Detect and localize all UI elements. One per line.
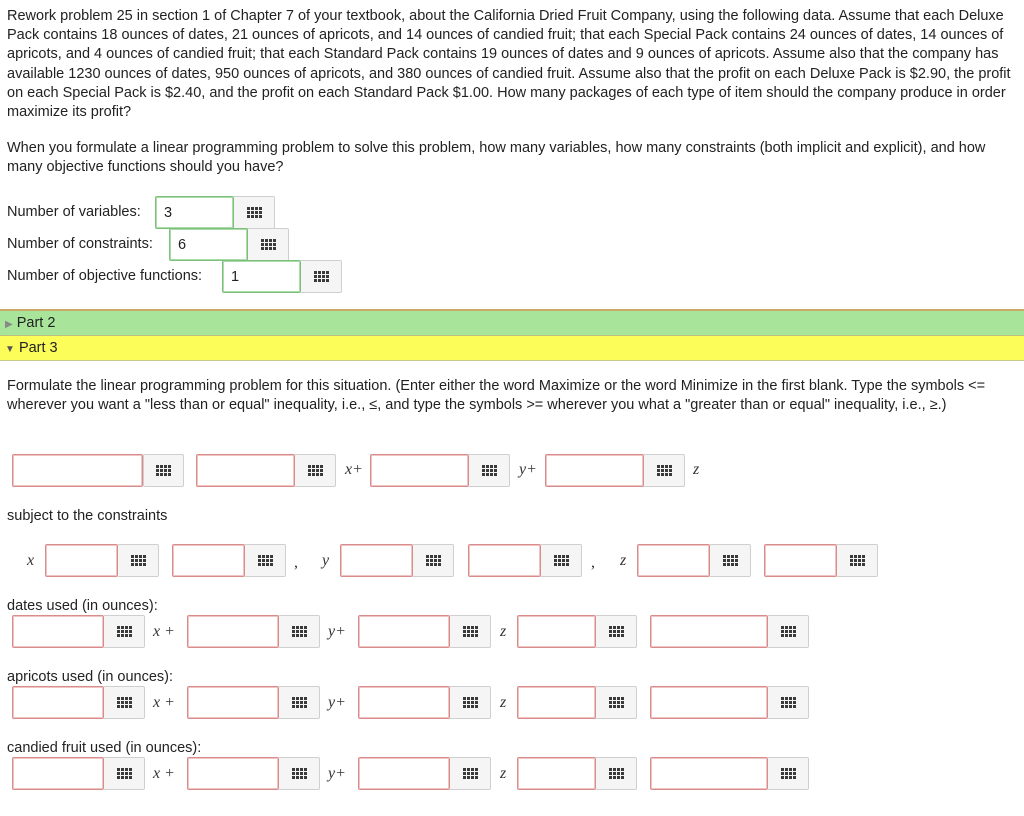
- x-label: x: [27, 552, 35, 569]
- math-palette-button[interactable]: [469, 454, 510, 487]
- grid-icon: [117, 626, 132, 637]
- apricots-constraint-label: apricots used (in ounces):: [7, 669, 174, 685]
- math-palette-button[interactable]: [837, 544, 878, 577]
- dates-x-coef-input[interactable]: [12, 615, 104, 648]
- variables-label: Number of variables:: [7, 204, 141, 220]
- math-palette-button[interactable]: [644, 454, 685, 487]
- grid-icon: [723, 555, 738, 566]
- grid-icon: [156, 465, 171, 476]
- x-bound-input[interactable]: [172, 544, 245, 577]
- x-plus-label: x +: [153, 623, 175, 640]
- grid-icon: [292, 626, 307, 637]
- y-bound-input[interactable]: [468, 544, 541, 577]
- x-plus-label: x+: [345, 461, 363, 478]
- math-palette-button[interactable]: [768, 757, 809, 790]
- constraints-input[interactable]: [169, 228, 248, 261]
- objectives-label: Number of objective functions:: [7, 268, 203, 284]
- x-ineq-input[interactable]: [45, 544, 118, 577]
- z-ineq-input[interactable]: [637, 544, 710, 577]
- candied-z-coef-input[interactable]: [358, 757, 450, 790]
- part3-header[interactable]: [0, 335, 1024, 361]
- y-plus-label: y+: [519, 461, 537, 478]
- apricots-ineq-input[interactable]: [517, 686, 596, 719]
- math-palette-button[interactable]: [768, 615, 809, 648]
- grid-icon: [554, 555, 569, 566]
- dates-constraint-label: dates used (in ounces):: [7, 598, 158, 614]
- grid-icon: [258, 555, 273, 566]
- objectives-input[interactable]: [222, 260, 301, 293]
- candied-constraint-label: candied fruit used (in ounces):: [7, 740, 202, 756]
- math-palette-button[interactable]: [118, 544, 159, 577]
- math-palette-button[interactable]: [413, 544, 454, 577]
- math-palette-button[interactable]: [541, 544, 582, 577]
- math-palette-button[interactable]: [245, 544, 286, 577]
- z-label: z: [500, 765, 507, 782]
- dates-y-coef-input[interactable]: [187, 615, 279, 648]
- candied-ineq-input[interactable]: [517, 757, 596, 790]
- z-label: z: [693, 461, 700, 478]
- math-palette-button[interactable]: [279, 686, 320, 719]
- z-label: z: [500, 623, 507, 640]
- math-palette-button[interactable]: [596, 686, 637, 719]
- grid-icon: [850, 555, 865, 566]
- math-palette-button[interactable]: [234, 196, 275, 229]
- grid-icon: [463, 626, 478, 637]
- dates-rhs-input[interactable]: [650, 615, 768, 648]
- objective-x-coef-input[interactable]: [370, 454, 469, 487]
- objective-y-coef-input[interactable]: [545, 454, 644, 487]
- apricots-z-coef-input[interactable]: [358, 686, 450, 719]
- math-palette-button[interactable]: [710, 544, 751, 577]
- math-palette-button[interactable]: [596, 615, 637, 648]
- grid-icon: [781, 697, 796, 708]
- grid-icon: [117, 697, 132, 708]
- math-palette-button[interactable]: [768, 686, 809, 719]
- x-plus-label: x +: [153, 694, 175, 711]
- formulate-instructions: Formulate the linear programming problem for this situation. (Enter either the word Maximize or the word Minimize in the first blank. Type the symbols <= wherever you want a "less than or equal" inequality, i.e., ≤, and type the symbols >= wherever you what a "greater than or equal" inequality, i.e., ≥.): [7, 378, 986, 414]
- grid-icon: [463, 768, 478, 779]
- part2-header[interactable]: [0, 309, 1024, 335]
- grid-icon: [609, 626, 624, 637]
- constraints-label: Number of constraints:: [7, 236, 153, 252]
- math-palette-button[interactable]: [279, 615, 320, 648]
- grid-icon: [426, 555, 441, 566]
- math-palette-button[interactable]: [450, 686, 491, 719]
- grid-icon: [314, 271, 329, 282]
- question-text: When you formulate a linear programming problem to solve this problem, how many variables, how many constraints (both implicit and explicit), and how many objective functions should you have?: [7, 140, 986, 176]
- subject-to-label: subject to the constraints: [7, 508, 168, 524]
- math-palette-button[interactable]: [450, 757, 491, 790]
- grid-icon: [261, 239, 276, 250]
- dates-ineq-input[interactable]: [517, 615, 596, 648]
- y-plus-label: y+: [328, 765, 346, 782]
- grid-icon: [781, 768, 796, 779]
- z-label: z: [620, 552, 627, 569]
- x-plus-label: x +: [153, 765, 175, 782]
- math-palette-button[interactable]: [104, 757, 145, 790]
- z-bound-input[interactable]: [764, 544, 837, 577]
- candied-rhs-input[interactable]: [650, 757, 768, 790]
- comma-separator: ,: [591, 554, 595, 571]
- variables-input[interactable]: [155, 196, 234, 229]
- grid-icon: [247, 207, 262, 218]
- math-palette-button[interactable]: [104, 615, 145, 648]
- math-palette-button[interactable]: [596, 757, 637, 790]
- triangle-down-icon: ▼: [5, 344, 15, 355]
- y-ineq-input[interactable]: [340, 544, 413, 577]
- math-palette-button[interactable]: [143, 454, 184, 487]
- grid-icon: [609, 768, 624, 779]
- grid-icon: [657, 465, 672, 476]
- y-label: y: [322, 552, 330, 569]
- math-palette-button[interactable]: [450, 615, 491, 648]
- grid-icon: [292, 768, 307, 779]
- grid-icon: [117, 768, 132, 779]
- apricots-x-coef-input[interactable]: [12, 686, 104, 719]
- grid-icon: [308, 465, 323, 476]
- candied-x-coef-input[interactable]: [12, 757, 104, 790]
- candied-y-coef-input[interactable]: [187, 757, 279, 790]
- grid-icon: [609, 697, 624, 708]
- math-palette-button[interactable]: [104, 686, 145, 719]
- objective-type-input[interactable]: [12, 454, 143, 487]
- math-palette-button[interactable]: [295, 454, 336, 487]
- grid-icon: [131, 555, 146, 566]
- y-plus-label: y+: [328, 694, 346, 711]
- math-palette-button[interactable]: [301, 260, 342, 293]
- objective-lhs-input[interactable]: [196, 454, 295, 487]
- grid-icon: [292, 697, 307, 708]
- grid-icon: [781, 626, 796, 637]
- dates-z-coef-input[interactable]: [358, 615, 450, 648]
- part2-label: Part 2: [16, 315, 56, 331]
- math-palette-button[interactable]: [248, 228, 289, 261]
- y-plus-label: y+: [328, 623, 346, 640]
- part3-label: Part 3: [18, 340, 58, 356]
- triangle-right-icon: ▶: [5, 319, 13, 330]
- grid-icon: [482, 465, 497, 476]
- comma-separator: ,: [294, 554, 298, 571]
- apricots-rhs-input[interactable]: [650, 686, 768, 719]
- z-label: z: [500, 694, 507, 711]
- apricots-y-coef-input[interactable]: [187, 686, 279, 719]
- math-palette-button[interactable]: [279, 757, 320, 790]
- problem-statement: Rework problem 25 in section 1 of Chapter 7 of your textbook, about the California Dried Fruit Company, using the following data. Assume that each Deluxe Pack contains 18 ounces of dates, 21 ounces of apricots, and 14 ounces of candied fruit; that each Special Pack contains 24 ounces of dates, 14 ounces of apricots, and 4 ounces of candied fruit; that each Standard Pack contains 19 ounces of dates and 9 ounces of apricots. Assume also that the company has available 1230 ounces of dates, 950 ounces of apricots, and 380 ounces of candied fruit. Assume also that the profit on each Deluxe Pack is $2.90, the profit on each Special Pack is $2.40, and the profit on each Standard Pack $1.00. How many packages of each type of item should the company produce in order maximize its profit?: [7, 8, 1011, 121]
- grid-icon: [463, 697, 478, 708]
